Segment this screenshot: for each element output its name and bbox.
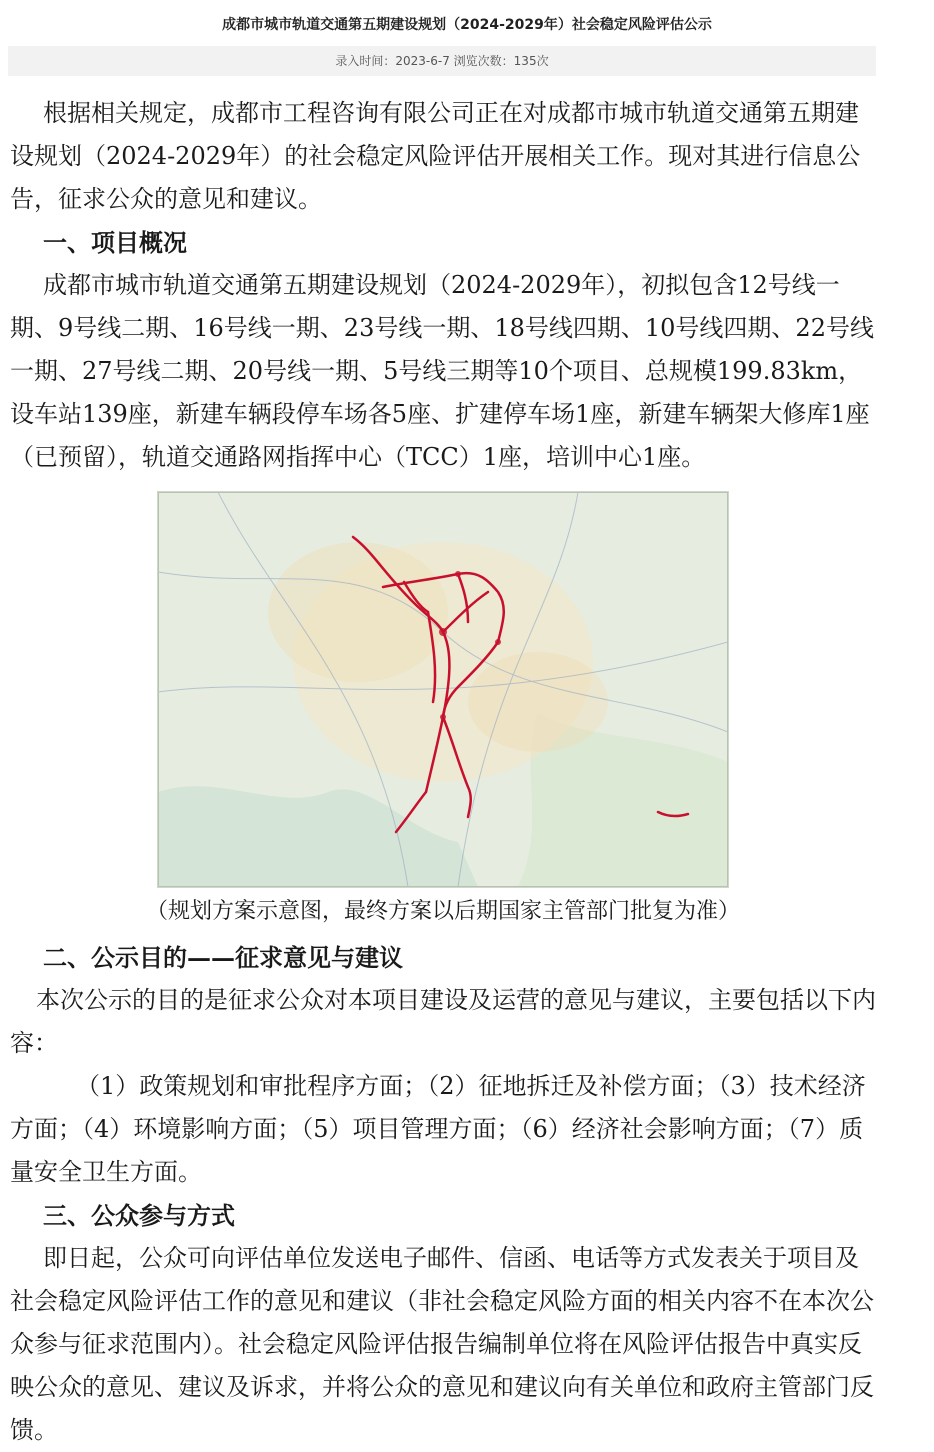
article-body [10,92,876,1452]
intro-paragraph: 根据相关规定，成都市工程咨询有限公司正在对成都市城市轨道交通第五期建设规划（2024-2029年）的社会稳定风险评估开展相关工作。现对其进行信息公告，征求公众的意见和建议。 [10,99,861,213]
section3-paragraph: 即日起，公众可向评估单位发送电子邮件、信函、电话等方式发表关于项目及社会稳定风险评估工作的意见和建议（非社会稳定风险方面的相关内容不在本次公众参与征求范围内）。社会稳定风险评估报告编制单位将在风险评估报告中真实反映公众的意见、建议及诉求，并将公众的意见和建议向有关单位和政府主管部门反馈。 [10,1244,874,1444]
map-illustration [158,492,728,887]
map-caption: （规划方案示意图，最终方案以后期国家主管部门批复为准） [145,899,740,924]
rail-plan-map [157,491,729,888]
publish-meta: 录入时间：2023-6-7 浏览次数：135次 [8,46,876,76]
section2-list: （1）政策规划和审批程序方面；（2）征地拆迁及补偿方面；（3）技术经济方面；（4）环境影响方面；（5）项目管理方面；（6）经济社会影响方面；（7）质量安全卫生方面。 [10,1072,866,1186]
section1-heading: 一、项目概况 [43,228,187,257]
section2-paragraph: 本次公示的目的是征求公众对本项目建设及运营的意见与建议，主要包括以下内容： [10,986,876,1057]
section2-heading: 二、公示目的——征求意见与建议 [43,943,403,972]
page-title: 成都市城市轨道交通第五期建设规划（2024-2029年）社会稳定风险评估公示 [222,17,712,33]
section3-heading: 三、公众参与方式 [43,1201,235,1230]
section1-paragraph: 成都市城市轨道交通第五期建设规划（2024-2029年），初拟包含12号线一期、9号线二期、16号线一期、23号线一期、18号线四期、10号线四期、22号线一期、27号线二期、20号线一期、5号线三期等10个项目、总规模199.83km，设车站139座，新建车辆段停车场各5座、扩建停车场1座，新建车辆架大修库1座（已预留），轨道交通路网指挥中心（TCC）1座，培训中心1座。 [10,271,874,471]
